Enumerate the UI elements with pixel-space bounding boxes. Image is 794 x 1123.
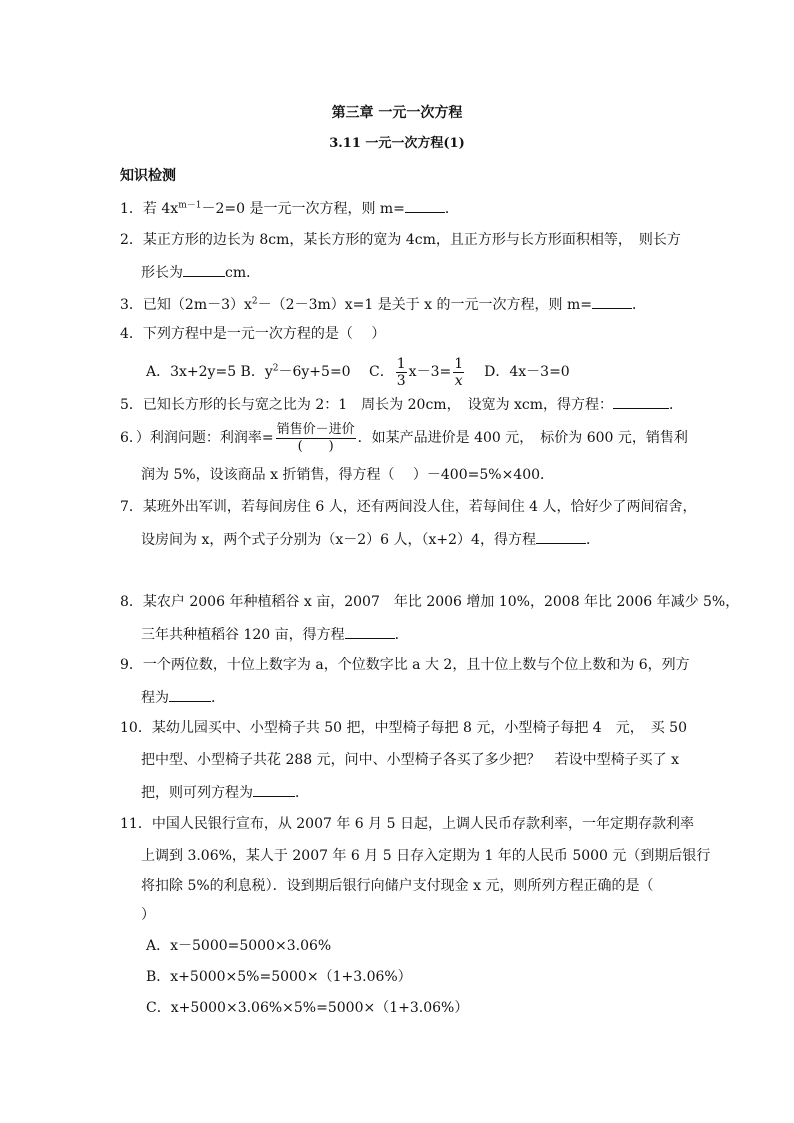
question-number: 3． <box>120 297 143 313</box>
section-title: 3.11 一元一次方程(1) <box>329 136 465 151</box>
question-11-option-a: A．x－5000=5000×3.06% <box>146 938 332 954</box>
question-10: 10．某幼儿园买中、小型椅子共 50 把，中型椅子每把 8 元，小型椅子每把 4 元， 买 50 <box>120 720 687 736</box>
question-4: 4．下列方程中是一元一次方程的是（ ） <box>120 326 386 342</box>
answer-blank[interactable] <box>169 687 211 702</box>
question-11-option-c: C．x+5000×3.06%×5%=5000×（1+3.06%） <box>146 1000 469 1016</box>
question-number: 8． <box>120 594 143 610</box>
question-number: 1． <box>120 201 143 217</box>
question-11-line-4: ） <box>141 907 155 923</box>
question-5: 5．已知长方形的长与宽之比为 2：1 周长为 20cm， 设宽为 xcm，得方程： ． <box>120 394 683 415</box>
question-6-line-2: 润为 5%，设该商品 x 折销售，得方程（ ）－400=5%×400． <box>141 467 555 483</box>
fraction-one-over-x: $\frac{1}{x}$ <box>454 355 464 389</box>
question-10-line-3: 把，则可列方程为 ． <box>141 782 309 803</box>
question-11: 11．中国人民银行宣布，从 2007 年 6 月 5 日起，上调人民币存款利率，一年定期存款利率 <box>120 816 694 832</box>
question-6: 6．）利润问题：利润率= $\frac{\text{销售价－进价}}{( )}$ ．如某产品进价是 400 元， 标价为 600 元，销售利 <box>120 421 688 454</box>
section-label: 知识检测 <box>120 168 176 184</box>
option-d: D．4x－3=0 <box>484 364 570 380</box>
answer-blank[interactable] <box>405 198 445 213</box>
answer-blank[interactable] <box>183 262 225 277</box>
question-number: 7． <box>120 499 143 515</box>
question-8-line-2: 三年共种植稻谷 120 亩，得方程 ． <box>141 624 409 645</box>
question-7-line-2: 设房间为 x，两个式子分别为（x－2）6 人，（x+2）4，得方程 ． <box>141 529 600 550</box>
answer-blank[interactable] <box>536 529 586 544</box>
question-8: 8．某农户 2006 年种植稻谷 x 亩，2007 年比 2006 增加 10%，2008 年比 2006 年减少 5%， <box>120 594 740 610</box>
question-10-line-2: 把中型、小型椅子共花 288 元，问中、小型椅子各买了多少把？ 若设中型椅子买了 x <box>141 752 679 768</box>
answer-blank[interactable] <box>345 624 395 639</box>
question-number: 11． <box>120 816 152 832</box>
question-3: 3．已知$(2m-3)x^2-(2-3m)x=1$ 是关于 x 的一元一次方程，则 m= ． <box>120 294 646 315</box>
fraction-one-third: $\frac{1}{3}$ <box>396 355 406 389</box>
question-number: 10． <box>120 720 152 736</box>
question-number: 5． <box>120 397 143 413</box>
question-number: 6． <box>120 430 136 446</box>
question-number: 4． <box>120 326 143 342</box>
question-number: 2． <box>120 232 143 248</box>
question-9-line-2: 程为 ． <box>141 687 225 708</box>
question-4-options: A．3x+2y=5 B．$y^2-6y+5=0$ C． $\frac{1}{3}$ x－3= $\frac{1}{x}$ D．4x－3=0 <box>146 355 570 389</box>
question-7: 7．某班外出军训，若每间房住 6 人，还有两间没人住，若每间住 4 人，恰好少了两间宿舍， <box>120 499 697 515</box>
profit-rate-fraction: $\frac{\text{销售价－进价}}{( )}$ <box>276 421 355 454</box>
answer-blank[interactable] <box>592 294 632 309</box>
question-number: 9． <box>120 657 143 673</box>
question-11-line-3: 将扣除 5%的利息税）．设到期后银行向储户支付现金 x 元，则所列方程正确的是（ <box>141 878 654 894</box>
question-2: 2．某正方形的边长为 8cm，某长方形的宽为 4cm，且正方形与长方形面积相等， 则长方 <box>120 232 681 248</box>
answer-blank[interactable] <box>253 782 295 797</box>
question-11-option-b: B．x+5000×5%=5000×（1+3.06%） <box>146 969 412 985</box>
chapter-title: 第三章 一元一次方程 <box>331 105 463 121</box>
question-2-line-2: 形长为 cm． <box>141 262 260 283</box>
question-11-line-2: 上调到 3.06%，某人于 2007 年 6 月 5 日存入定期为 1 年的人民币 5000 元（到期后银行 <box>141 848 711 864</box>
answer-blank[interactable] <box>613 394 669 409</box>
option-a: A．3x+2y=5 B．y <box>146 364 273 380</box>
question-1: 1．若 $4x^{m-1}-2=0$ 是一元一次方程，则 m= ． <box>120 198 459 219</box>
question-9: 9．一个两位数，十位上数字为 a，个位数字比 a 大 2，且十位上数与个位上数和为 6，列方 <box>120 657 690 673</box>
